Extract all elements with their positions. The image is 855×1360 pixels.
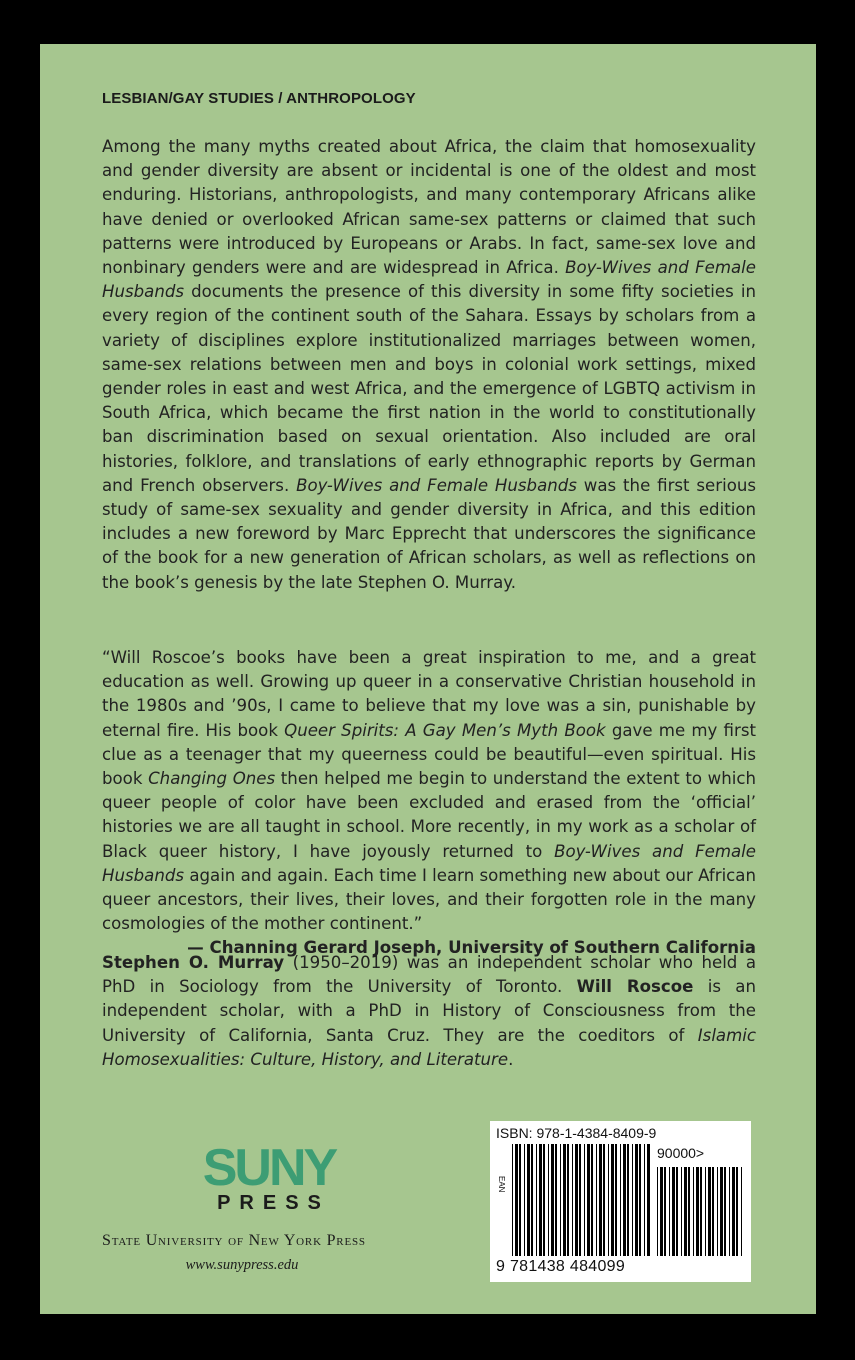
barcode-bar bbox=[717, 1167, 718, 1256]
ean-label: EAN bbox=[497, 1176, 506, 1193]
barcode-bar bbox=[512, 1144, 513, 1256]
barcode-bar bbox=[563, 1144, 566, 1256]
barcode-bar bbox=[724, 1167, 726, 1256]
back-cover bbox=[40, 44, 816, 1314]
barcode-bar bbox=[531, 1144, 533, 1256]
barcode-bar bbox=[720, 1167, 723, 1256]
barcode-bar bbox=[584, 1144, 585, 1256]
barcode-bar bbox=[672, 1167, 675, 1256]
isbn-label: ISBN: 978-1-4384-8409-9 bbox=[496, 1125, 657, 1141]
barcode-digits: 9 781438 484099 bbox=[496, 1258, 626, 1275]
barcode-bar bbox=[736, 1167, 738, 1256]
isbn-barcode bbox=[490, 1121, 751, 1282]
barcode-bar bbox=[732, 1167, 735, 1256]
barcode-bar bbox=[623, 1144, 626, 1256]
quote-attribution: — Channing Gerard Joseph, University of Southern California bbox=[187, 938, 756, 958]
barcode-bar bbox=[669, 1167, 670, 1256]
barcode-bar bbox=[579, 1144, 581, 1256]
barcode-bar bbox=[693, 1167, 694, 1256]
barcode-bar bbox=[664, 1167, 666, 1256]
book-description: Among the many myths created about Africa, the claim that homosexuality and gender diversity are absent or incidental is one of the oldest and most enduring. Historians, anthropologists, and many contemporary Africans alike have denied or overlooked African same-sex patterns or claimed that such patterns were introduced by Europeans or Arabs. In fact, same-sex love and nonbinary genders were and are widespread in Africa. Boy-Wives and Female Husbands documents the presence of this diversity in some fifty societies in every region of the continent south of the Sahara. Essays by scholars from a variety of disciplines explore institutionalized marriages between women, same-sex relations between men and boys in colonial work settings, mixed gender roles in east and west Africa, and the emergence of LGBTQ activism in South Africa, which became the first nation in the world to constitutionally ban discrimination based on sexual orientation. Also included are oral histories, folklore, and translations of early ethnographic reports by German and French observers. Boy-Wives and Female Husbands was the first serious study of same-sex sexuality and gender diversity in Africa, and this edition includes a new foreword by Marc Epprecht that underscores the significance of the book for a new generation of African scholars, as well as reflections on the book’s genesis by the late Stephen O. Murray. bbox=[102, 137, 757, 592]
barcode-bar bbox=[676, 1167, 678, 1256]
barcode-bar bbox=[572, 1144, 573, 1256]
price-code: 90000> bbox=[657, 1145, 705, 1161]
barcode-bar bbox=[599, 1144, 602, 1256]
author-bio: Stephen O. Murray (1950–2019) was an independent scholar who held a PhD in Sociology from the University of Toronto. Will Roscoe is an independent scholar, with a PhD in History of Consciousness from the University of California, Santa Cruz. They are the coeditors of Islamic Homosexualities: Culture, History, and Literature. bbox=[102, 953, 756, 1069]
barcode-bar bbox=[587, 1144, 590, 1256]
barcode-bar bbox=[543, 1144, 545, 1256]
barcode-bar bbox=[603, 1144, 605, 1256]
barcode-bar bbox=[688, 1167, 690, 1256]
barcode-bar bbox=[644, 1144, 645, 1256]
barcode-bar bbox=[527, 1144, 530, 1256]
barcode-bar bbox=[696, 1167, 699, 1256]
publisher-name: State University of New York Press bbox=[102, 1232, 366, 1249]
barcode-bar bbox=[729, 1167, 730, 1256]
barcode-bar bbox=[575, 1144, 578, 1256]
barcode-bar bbox=[657, 1167, 658, 1256]
barcode-bar bbox=[555, 1144, 557, 1256]
barcode-bar bbox=[681, 1167, 682, 1256]
publisher-url: www.sunypress.edu bbox=[185, 1257, 299, 1273]
barcode-bar bbox=[615, 1144, 617, 1256]
barcode-bar bbox=[536, 1144, 537, 1256]
barcode-bar bbox=[639, 1144, 641, 1256]
barcode-bar bbox=[660, 1167, 663, 1256]
category-label: LESBIAN/GAY STUDIES / ANTHROPOLOGY bbox=[102, 90, 416, 107]
barcode-bar bbox=[596, 1144, 597, 1256]
barcode-bar bbox=[700, 1167, 702, 1256]
barcode-bar bbox=[705, 1167, 706, 1256]
barcode-bar bbox=[647, 1144, 650, 1256]
barcode-bar bbox=[591, 1144, 593, 1256]
barcode-bar bbox=[519, 1144, 521, 1256]
barcode-bar bbox=[627, 1144, 629, 1256]
barcode-bars-addon bbox=[657, 1167, 745, 1256]
barcode-bar bbox=[741, 1167, 742, 1256]
barcode-bar bbox=[684, 1167, 687, 1256]
barcode-bars-main bbox=[512, 1144, 652, 1256]
barcode-bar bbox=[548, 1144, 549, 1256]
barcode-bar bbox=[524, 1144, 525, 1256]
barcode-bar bbox=[567, 1144, 569, 1256]
barcode-bar bbox=[515, 1144, 518, 1256]
barcode-bar bbox=[708, 1167, 711, 1256]
barcode-bar bbox=[611, 1144, 614, 1256]
barcode-bar bbox=[560, 1144, 561, 1256]
barcode-bar bbox=[635, 1144, 638, 1256]
barcode-bar bbox=[608, 1144, 609, 1256]
barcode-bar bbox=[620, 1144, 621, 1256]
barcode-bar bbox=[632, 1144, 633, 1256]
barcode-bar bbox=[539, 1144, 542, 1256]
suny-press-logo: SUNY PRESS bbox=[202, 1139, 336, 1214]
barcode-bar bbox=[551, 1144, 554, 1256]
barcode-bar bbox=[712, 1167, 714, 1256]
endorsement-quote: “Will Roscoe’s books have been a great inspiration to me, and a great education as well. Growing up queer in a conservative Christian household in the 1980s and ’90s, I came to believe that my love was a sin, punishable by eternal fire. His book Queer Spirits: A Gay Men’s Myth Book gave me my first clue as a teenager that my queerness could be beautiful—even spiritual. His book Changing Ones then helped me begin to understand the extent to which queer people of color have been excluded and erased from the ‘official’ histories we are all taught in school. More recently, in my work as a scholar of Black queer history, I have joyously returned to Boy-Wives and Female Husbands again and again. Each time I learn something new about our African queer ancestors, their lives, their loves, and their forgotten role in the many cosmologies of the mother continent.” — Channing Gerard Joseph, University of Southern California bbox=[102, 646, 756, 961]
